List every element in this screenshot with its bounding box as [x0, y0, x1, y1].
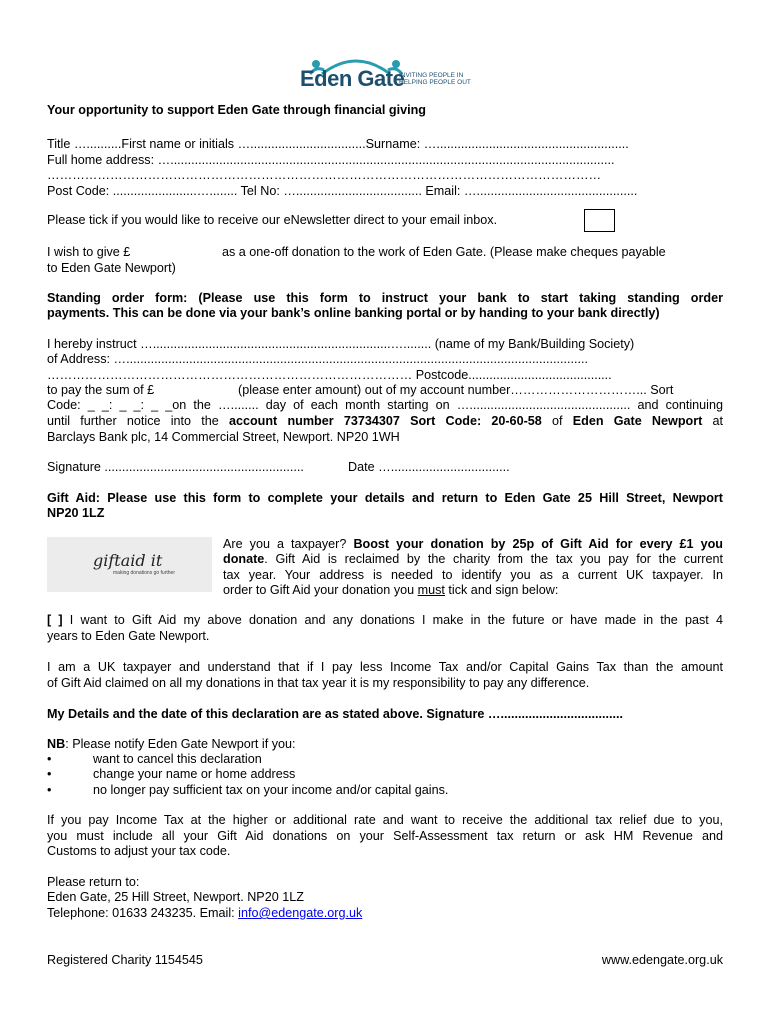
date-field[interactable]: Date …..................................: [348, 460, 510, 474]
bank-branch: Barclays Bank plc, 14 Commercial Street, Newport. NP20 1WH: [47, 430, 400, 444]
gift-aid-question-2: [223, 552, 723, 568]
nb-item-3: no longer pay sufficient tax on your income and/or capital gains.: [93, 783, 449, 797]
nb-intro: [47, 737, 296, 753]
higher-rate-2: you must include all your Gift Aid donations on your Self-Assessment tax return or ask HM Revenue and: [47, 829, 723, 843]
declaration-text: I want to Gift Aid my above donation and any donations I make in the future or have made in the past 4: [69, 613, 724, 627]
signature-field[interactable]: Signature .........................................................: [47, 460, 304, 474]
gift-aid-heading-2: NP20 1LZ: [47, 506, 105, 520]
brand-tagline-1: INVITING PEOPLE IN: [399, 72, 464, 79]
gift-aid-logo-text: giftaid it: [93, 551, 163, 570]
taxpayer-statement-2: of Gift Aid claimed on all my donations in that tax year it is my responsibility to pay any difference.: [47, 676, 590, 690]
return-contact: [47, 906, 362, 922]
charity-number: Registered Charity 1154545: [47, 953, 203, 967]
bank-postcode-line[interactable]: …………………………………………………………………………… Postcode.........................................: [47, 368, 612, 382]
declaration-signature[interactable]: My Details and the date of this declaration are as stated above. Signature …...................................: [47, 707, 623, 721]
donate-word: donate: [223, 552, 265, 566]
return-address: Eden Gate, 25 Hill Street, Newport. NP20 1LZ: [47, 890, 304, 904]
gift-aid-heading-1: Gift Aid: Please use this form to complete your details and return to Eden Gate 25 Hill Street, Newport: [47, 491, 723, 505]
email-link[interactable]: info@edengate.org.uk: [238, 906, 363, 920]
payee-name: Eden Gate Newport: [572, 414, 703, 428]
gift-aid-logo-sub: making donations go further: [113, 570, 175, 576]
gift-aid-explanation: . Gift Aid is reclaimed by the charity from the tax you pay for the current: [264, 552, 723, 566]
gift-aid-logo: [47, 537, 212, 592]
personal-line-3[interactable]: ……………………………………………………………………………………………………………………: [47, 168, 602, 182]
eden-gate-logo: [300, 52, 476, 96]
enewsletter-text: Please tick if you would like to receive our eNewsletter direct to your email inbox.: [47, 213, 498, 227]
gift-aid-question-4: [223, 583, 558, 599]
standing-order-heading-2: payments. This can be done via your bank’s online banking portal or by handing to your bank directly): [47, 306, 660, 320]
gift-aid-declaration-1: [47, 613, 723, 629]
higher-rate-3: Customs to adjust your tax code.: [47, 844, 231, 858]
taxpayer-question: Are you a taxpayer?: [223, 537, 347, 551]
nb-bullet-2: •: [47, 767, 52, 781]
donation-text-2: to Eden Gate Newport): [47, 261, 176, 275]
enewsletter-checkbox[interactable]: [584, 209, 615, 232]
taxpayer-statement-1: I am a UK taxpayer and understand that if I pay less Income Tax and/or Capital Gains Tax than the amount: [47, 660, 723, 674]
gift-aid-declaration-2: years to Eden Gate Newport.: [47, 629, 210, 643]
nb-item-1: want to cancel this declaration: [93, 752, 262, 766]
nb-bullet-1: •: [47, 752, 52, 766]
standing-order-heading-1: Standing order form: (Please use this form to instruct your bank to start taking standing order: [47, 291, 723, 305]
must-pre: order to Gift Aid your donation you: [223, 583, 415, 597]
donation-text: as a one-off donation to the work of Eden Gate. (Please make cheques payable: [222, 245, 666, 259]
brand-name: Eden Gate: [300, 66, 405, 91]
payee-at: at: [712, 414, 724, 428]
return-label: Please return to:: [47, 875, 140, 889]
personal-line-1[interactable]: Title …..........First name or initials ….................................Surname: ….......................................................: [47, 137, 629, 151]
boost-text: Boost your donation by 25p of Gift Aid for every £1 you: [353, 537, 724, 551]
must-word: must: [417, 583, 445, 597]
nb-item-2: change your name or home address: [93, 767, 296, 781]
gift-aid-question-1: [223, 537, 723, 553]
page-title: Your opportunity to support Eden Gate through financial giving: [47, 103, 426, 117]
personal-line-4[interactable]: Post Code: ........................…........ Tel No: ….................................... Email: …..............................................: [47, 184, 638, 198]
return-phone: Telephone: 01633 243235. Email:: [47, 906, 235, 920]
nb-bullet-3: •: [47, 783, 52, 797]
brand-tagline-2: HELPING PEOPLE OUT: [399, 79, 471, 86]
payee-line: [47, 414, 723, 430]
gift-aid-question-3: tax year. Your address is needed to identify you as a current UK taxpayer. In: [223, 568, 723, 582]
payee-account: account number 73734307 Sort Code: 20-60-58: [228, 414, 542, 428]
donation-intro: I wish to give £: [47, 245, 131, 259]
footer-website: www.edengate.org.uk: [601, 953, 723, 967]
bank-address-line[interactable]: of Address: …....................................................................................................................................: [47, 352, 588, 366]
payee-pre: until further notice into the: [47, 414, 219, 428]
account-number-line[interactable]: (please enter amount) out of my account number…………………………... Sort: [238, 383, 674, 397]
sort-code-line[interactable]: Code: _ _: _ _: _ _on the …........ day of each month starting on ….............................................. and continuing: [47, 398, 723, 412]
bank-name-line[interactable]: I hereby instruct …....................................................................…........ (name of my Bank/Building Society): [47, 337, 635, 351]
higher-rate-1: If you pay Income Tax at the higher or additional rate and want to receive the additional tax relief due to you,: [47, 813, 723, 827]
nb-label: NB: [47, 737, 66, 751]
personal-line-2[interactable]: Full home address: …...............................................................................................................................: [47, 153, 615, 167]
gift-aid-tick-box[interactable]: [ ]: [47, 613, 63, 627]
payee-of: of: [552, 414, 563, 428]
sum-label: to pay the sum of £: [47, 383, 155, 397]
nb-text: : Please notify Eden Gate Newport if you:: [65, 737, 296, 751]
must-post: tick and sign below:: [448, 583, 559, 597]
